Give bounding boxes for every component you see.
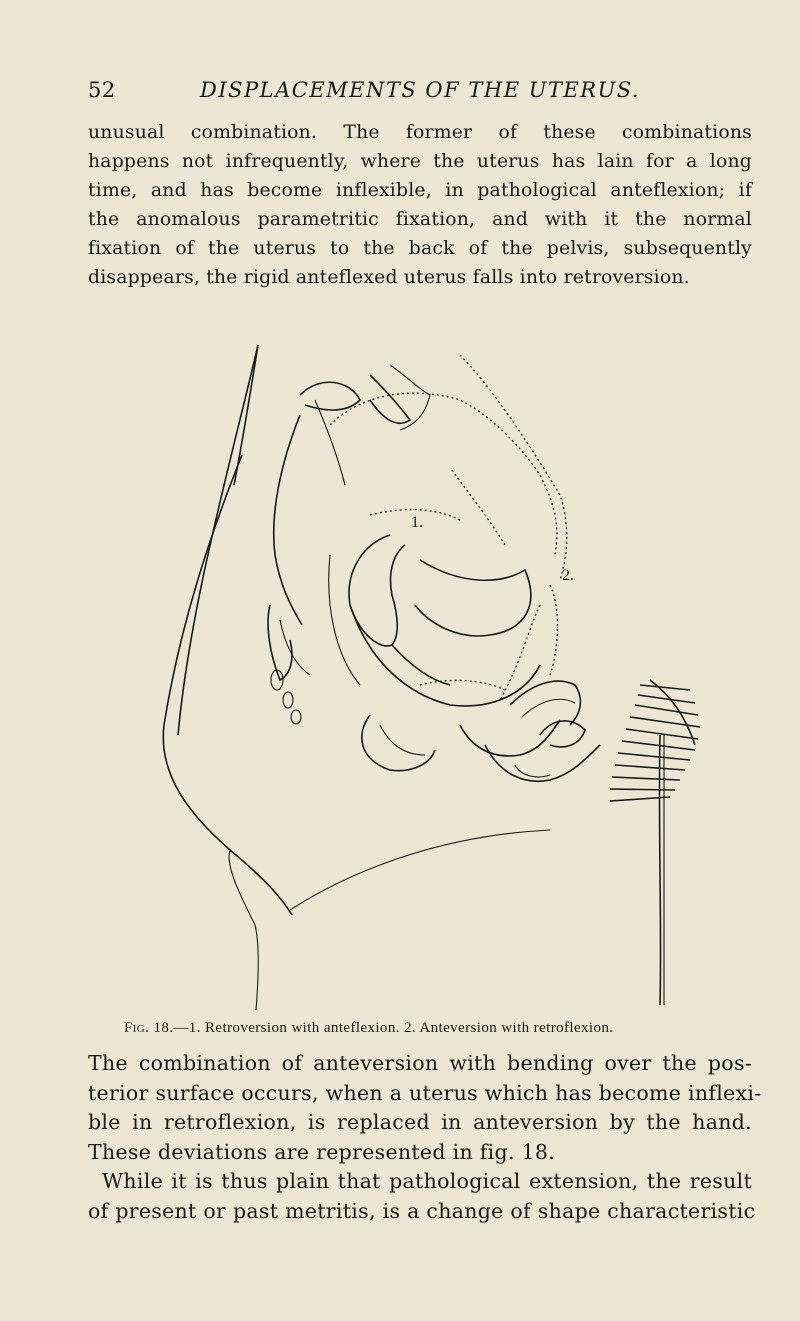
text-line: The combination of anteversion with bending over the pos-	[88, 1051, 752, 1075]
page-number: 52	[88, 78, 116, 102]
text-line: time, and has become inflexible, in pathological anteflexion; if	[88, 180, 752, 201]
text-line: ble in retroflexion, is replaced in anteversion by the hand.	[88, 1110, 752, 1134]
paragraph-2	[88, 1049, 762, 1226]
figure-caption	[124, 1020, 744, 1037]
figure-label-1: 1.	[411, 514, 423, 531]
text-line: These deviations are represented in fig. 18.	[88, 1139, 556, 1164]
anatomical-figure	[130, 305, 700, 1015]
text-line: unusual combination. The former of these combinations	[88, 122, 752, 143]
figure-number: Fig. 18.	[124, 1020, 174, 1036]
text-line: the anomalous parametritic fixation, and with it the normal	[88, 209, 752, 230]
running-title: DISPLACEMENTS OF THE UTERUS.	[200, 78, 641, 102]
text-line: of present or past metritis, is a change of shape characteristic	[88, 1198, 756, 1223]
pelvis-section-illustration	[130, 305, 700, 1015]
hatching	[610, 680, 700, 801]
caption-text: —1. Retroversion with anteflexion. 2. Anteversion with retroflexion.	[173, 1020, 614, 1036]
paragraph-1	[88, 118, 752, 292]
running-head	[88, 78, 748, 108]
text-line: happens not infrequently, where the uterus has lain for a long	[88, 151, 752, 172]
text-line: disappears, the rigid anteflexed uterus falls into retroversion.	[88, 267, 690, 288]
text-line: While it is thus plain that pathological extension, the result	[102, 1169, 752, 1193]
text-line: fixation of the uterus to the back of the pelvis, subsequently	[88, 238, 752, 259]
text-line: terior surface occurs, when a uterus which has become inflexi-	[88, 1080, 762, 1105]
figure-label-2: 2.	[562, 567, 574, 584]
